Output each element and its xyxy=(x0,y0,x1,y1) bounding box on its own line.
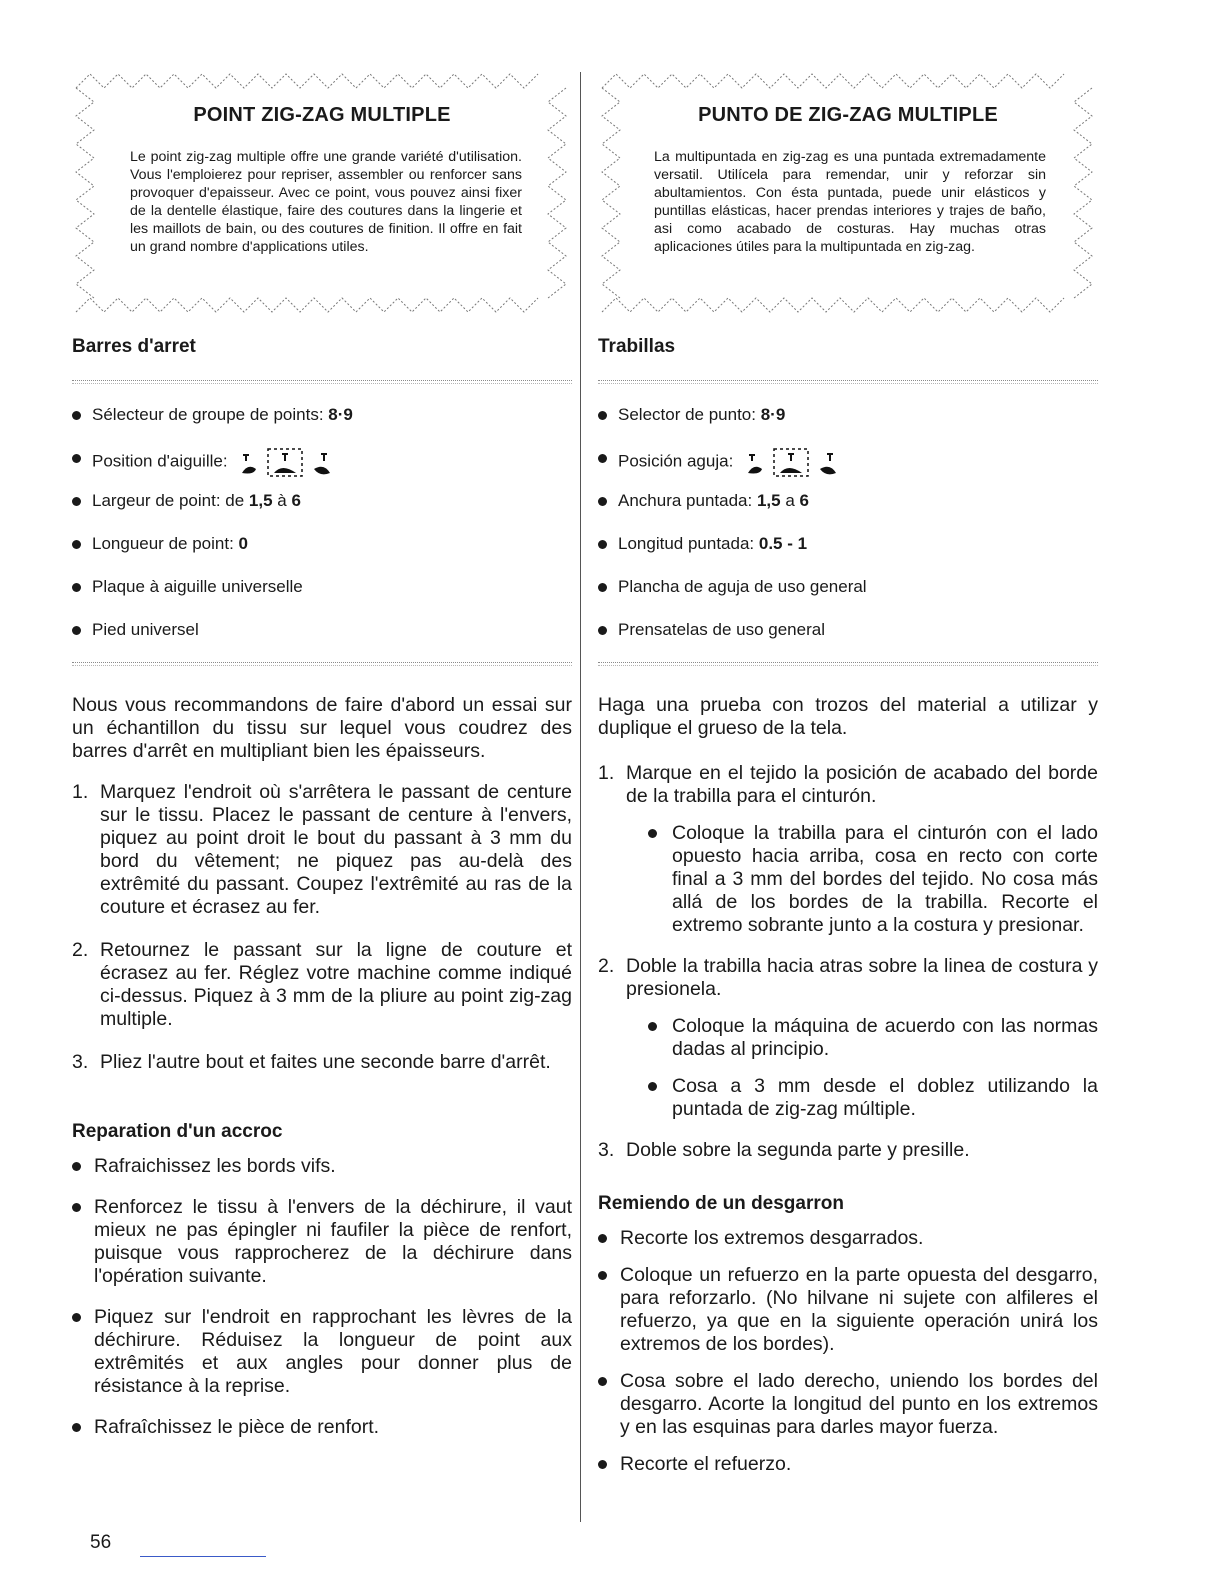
list-item-text: Coloque un refuerzo en la parte opuesta del desgarro, para reforzarlo. (No hilvane ni sujete con alfileres el refuerzo, ya que en la siguiente operación unirá los extremos de los bordes). xyxy=(620,1264,1098,1355)
setting-label: Largeur de point: de xyxy=(92,491,249,510)
bullet-icon xyxy=(72,626,81,635)
bullet-icon xyxy=(648,1082,657,1091)
bullet-icon xyxy=(72,497,81,506)
setting-value: 6 xyxy=(799,491,809,510)
list-item-text: Rafraîchissez le pièce de renfort. xyxy=(94,1416,380,1438)
setting-label: Sélecteur de groupe de points: xyxy=(92,405,329,424)
section-title-barres: Barres d'arret xyxy=(72,336,196,357)
list-item xyxy=(598,1227,1098,1250)
setting-label: Prensatelas de uso general xyxy=(618,620,825,639)
intro-paragraph: Nous vous recommandons de faire d'abord un essai sur un échantillon du tissu sur lequel vous coudrez des barres d'arrêt en multipliant bien les épaisseurs. xyxy=(72,694,572,762)
steps-list xyxy=(72,781,572,1074)
bullet-icon xyxy=(72,411,81,420)
list-item-text: Cosa sobre el lado derecho, uniendo los bordes del desgarro. Acorte la longitud del punto en los extremos y en las esquinas para darles mayor fuerza. xyxy=(620,1370,1098,1438)
steps-list xyxy=(598,762,1098,1162)
sub-item-text: Coloque la trabilla para el cinturón con el lado opuesto hacia arriba, cosa en recto con corte final a 3 mm del bordes del tejido. No cosa más allá de los bordes de la trabilla. Recorte el extremo sobrante junto a la costura y presionar. xyxy=(672,822,1098,936)
intro-paragraph: Haga una prueba con trozos del material a utilizar y duplique el grueso de la tela. xyxy=(598,694,1098,739)
bullet-icon xyxy=(598,497,607,506)
setting-item xyxy=(598,576,1098,619)
step-text: Marquez l'endroit où s'arrêtera le passant de centure sur le tissu. Placez le passant de centure à l'envers, piquez au point droit le bout du passant à 3 mm du bord du vêtement; ne piquez pas au-delà des extrêmité du passant. Coupez l'extrêmité au ras de la couture et écrasez au fer. xyxy=(100,781,572,918)
step-item xyxy=(72,1051,572,1074)
setting-label: Anchura puntada: xyxy=(618,491,757,510)
setting-value: 6 xyxy=(291,491,301,510)
section-title-remiendo: Remiendo de un desgarron xyxy=(598,1193,844,1214)
setting-item xyxy=(72,447,572,490)
list-item xyxy=(598,1264,1098,1356)
bullet-icon xyxy=(648,829,657,838)
setting-label: à xyxy=(272,491,292,510)
page-number: 56 xyxy=(90,1532,112,1553)
setting-item xyxy=(72,490,572,533)
list-item xyxy=(72,1416,572,1439)
bullet-icon xyxy=(72,454,81,463)
step-number: 2. xyxy=(598,955,615,977)
step-text: Retournez le passant sur la ligne de couture et écrasez au fer. Réglez votre machine comme indiqué ci-dessus. Piquez à 3 mm de la pliure au point zig-zag multiple. xyxy=(100,939,572,1030)
step-item xyxy=(72,939,572,1031)
bullet-icon xyxy=(598,583,607,592)
step-text: Doble sobre la segunda parte y presille. xyxy=(626,1139,970,1161)
list-item-text: Rafraichissez les bords vifs. xyxy=(94,1155,336,1177)
bullet-icon xyxy=(598,1234,607,1243)
column-divider xyxy=(580,72,581,1522)
setting-label: Longitud puntada: xyxy=(618,534,759,553)
list-item xyxy=(72,1196,572,1288)
left-column xyxy=(72,60,572,1439)
step-item xyxy=(598,955,1098,1121)
zigzag-intro-box-fr xyxy=(72,60,572,328)
bullet-icon xyxy=(72,540,81,549)
bullet-icon xyxy=(598,411,607,420)
sub-item xyxy=(648,1075,1098,1121)
step-number: 3. xyxy=(72,1051,89,1073)
step-text: Marque en el tejido la posición de acabado del borde de la trabilla para el cinturón. xyxy=(626,762,1098,807)
setting-item xyxy=(72,619,572,662)
box-title: POINT ZIG-ZAG MULTIPLE xyxy=(193,104,451,126)
bullet-icon xyxy=(598,1460,607,1469)
bullet-icon xyxy=(598,540,607,549)
section-title-trabillas: Trabillas xyxy=(598,336,676,357)
setting-label: Plancha de aguja de uso general xyxy=(618,577,867,596)
bullet-icon xyxy=(598,1271,607,1280)
setting-label: Plaque à aiguille universelle xyxy=(92,577,303,596)
list-item xyxy=(598,1370,1098,1439)
step-number: 3. xyxy=(598,1139,615,1161)
section-title-reparation: Reparation d'un accroc xyxy=(72,1121,283,1142)
setting-label: Position d'aiguille: xyxy=(92,451,228,471)
bullet-icon xyxy=(72,1313,81,1322)
divider-rule xyxy=(598,380,1098,384)
step-number: 1. xyxy=(598,762,615,784)
setting-item xyxy=(598,447,1098,490)
step-item xyxy=(598,1139,1098,1162)
box-title: PUNTO DE ZIG-ZAG MULTIPLE xyxy=(698,104,998,126)
needle-position-icon xyxy=(240,447,332,477)
bullet-icon xyxy=(72,1162,81,1171)
setting-value: 8·9 xyxy=(760,405,786,424)
bullet-icon xyxy=(598,626,607,635)
setting-item xyxy=(598,619,1098,662)
body-text xyxy=(72,694,572,1439)
setting-value: 1,5 xyxy=(756,491,781,510)
body-text xyxy=(598,694,1098,1476)
step-item xyxy=(598,762,1098,937)
setting-value: 0 xyxy=(238,534,248,553)
setting-item xyxy=(72,533,572,576)
list-item xyxy=(72,1306,572,1398)
step-text: Doble la trabilla hacia atras sobre la linea de costura y presionela. xyxy=(626,955,1098,1000)
sub-list xyxy=(626,822,1098,937)
setting-item xyxy=(598,533,1098,576)
step-number: 2. xyxy=(72,939,89,961)
settings-list xyxy=(72,404,572,662)
bullet-icon xyxy=(598,1377,607,1386)
setting-label: Selector de punto: xyxy=(618,405,761,424)
bullet-icon xyxy=(598,454,607,463)
list-item xyxy=(72,1155,572,1178)
setting-item xyxy=(72,576,572,619)
setting-item xyxy=(598,404,1098,447)
list-item xyxy=(598,1453,1098,1476)
setting-label: Longueur de point: xyxy=(92,534,239,553)
bullet-icon xyxy=(72,1423,81,1432)
footer-line xyxy=(140,1556,266,1557)
box-text: La multipuntada en zig-zag es una puntada extremadamente versatil. Utilícela para remendar, unir y reforzar sin abultamientos. Con ésta puntada, puede unir elásticos y puntillas elásticas, hacer prendas interiores y trajes de baño, asi como acabado de costuras. Hay muchas otras aplicaciones útiles para la multipuntada en zig-zag. xyxy=(654,149,1046,255)
repair-list xyxy=(598,1227,1098,1476)
zigzag-intro-box-es xyxy=(598,60,1098,328)
setting-value: 1,5 xyxy=(248,491,273,510)
setting-value: 8·9 xyxy=(328,405,353,424)
sub-list xyxy=(626,1015,1098,1121)
bullet-icon xyxy=(72,1203,81,1212)
list-item-text: Renforcez le tissu à l'envers de la déchirure, il vaut mieux ne pas épingler ni faufiler la pièce de renfort, puisque vous rapprocherez de la déchirure dans l'opération suivante. xyxy=(94,1196,572,1287)
list-item-text: Piquez sur l'endroit en rapprochant les lèvres de la déchirure. Réduisez la longueur de point aux extrêmités et aux angles pour donner plus de résistance à la reprise. xyxy=(94,1306,572,1397)
box-text: Le point zig-zag multiple offre une grande variété d'utilisation. Vous l'emploierez pour repriser, assembler ou renforcer sans provoquer d'epaisseur. Avec ce point, vous pouvez ainsi fixer de la dentelle élastique, faire des coutures dans la lingerie et les maillots de bain, ou des coutures de finition. Il offre en fait un grand nombre d'applications utiles. xyxy=(130,149,522,255)
sub-item-text: Cosa a 3 mm desde el doblez utilizando la puntada de zig-zag múltiple. xyxy=(672,1075,1098,1120)
setting-label: Pied universel xyxy=(92,620,199,639)
step-text: Pliez l'autre bout et faites une seconde barre d'arrêt. xyxy=(100,1051,551,1073)
sub-item xyxy=(648,1015,1098,1061)
right-column xyxy=(598,60,1098,1476)
settings-list xyxy=(598,404,1098,662)
setting-value: 0.5 - 1 xyxy=(758,534,808,553)
sub-item xyxy=(648,822,1098,937)
setting-label: Posición aguja: xyxy=(618,451,734,471)
step-item xyxy=(72,781,572,919)
divider-rule xyxy=(598,662,1098,666)
step-number: 1. xyxy=(72,781,89,803)
divider-rule xyxy=(72,662,572,666)
list-item-text: Recorte los extremos desgarrados. xyxy=(620,1227,924,1249)
bullet-icon xyxy=(72,583,81,592)
list-item-text: Recorte el refuerzo. xyxy=(620,1453,792,1475)
bullet-icon xyxy=(648,1022,657,1031)
setting-label: a xyxy=(780,491,800,510)
needle-position-icon xyxy=(746,447,838,477)
sub-item-text: Coloque la máquina de acuerdo con las normas dadas al principio. xyxy=(672,1015,1098,1060)
divider-rule xyxy=(72,380,572,384)
repair-list xyxy=(72,1155,572,1439)
setting-item xyxy=(598,490,1098,533)
setting-item xyxy=(72,404,572,447)
